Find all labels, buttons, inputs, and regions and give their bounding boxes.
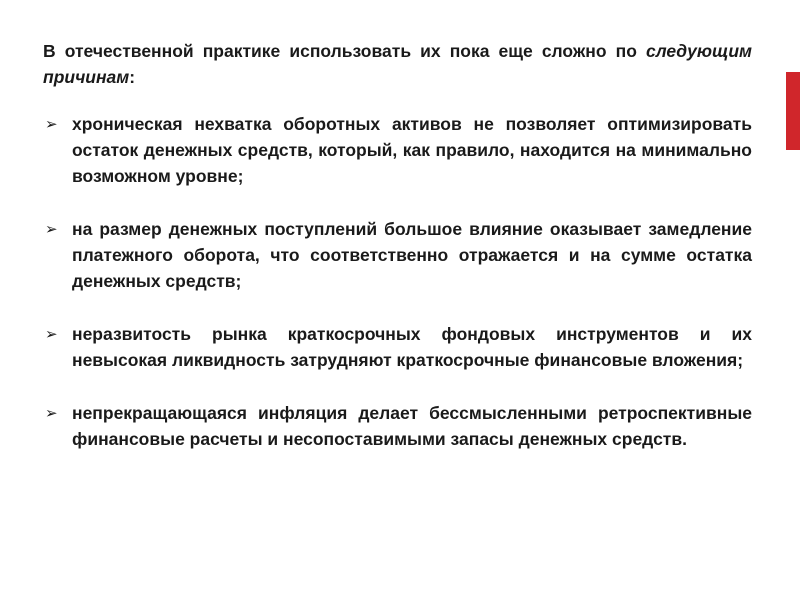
arrow-bullet-icon: ➢ (45, 220, 58, 238)
list-item (43, 111, 752, 189)
intro-emphasis: следующим причинам (43, 41, 752, 87)
reasons-list (43, 111, 752, 452)
slide-content (43, 38, 752, 479)
list-item (43, 400, 752, 452)
list-item-text: непрекращающаяся инфляция делает бессмысленными ретроспективные финансовые расчеты и несопоставимыми запасы денежных средств. (72, 403, 752, 449)
list-item-text: неразвитость рынка краткосрочных фондовых инструментов и их невысокая ликвидность затрудняют краткосрочные финансовые вложения; (72, 324, 752, 370)
red-accent-bar (786, 72, 800, 150)
arrow-bullet-icon: ➢ (45, 115, 58, 133)
arrow-bullet-icon: ➢ (45, 325, 58, 343)
arrow-bullet-icon: ➢ (45, 404, 58, 422)
intro-colon: : (129, 67, 136, 87)
intro-paragraph (43, 38, 752, 90)
list-item-text: хроническая нехватка оборотных активов не позволяет оптимизировать остаток денежных средств, который, как правило, находится на минимально возможном уровне; (72, 114, 752, 186)
list-item (43, 216, 752, 294)
intro-text: В отечественной практике использовать их пока еще сложно по (43, 41, 646, 61)
list-item (43, 321, 752, 373)
list-item-text: на размер денежных поступлений большое влияние оказывает замедление платежного оборота, что соответственно отражается и на сумме остатка денежных средств; (72, 219, 752, 291)
